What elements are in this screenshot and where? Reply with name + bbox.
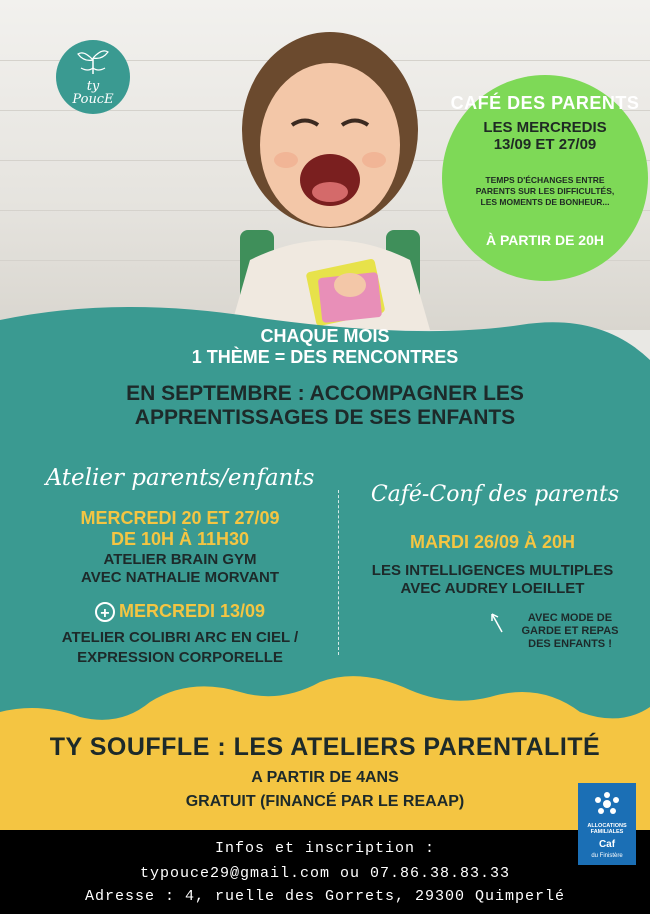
atelier-date-block — [30, 508, 330, 550]
atelier-heading: Atelier parents/enfants — [45, 465, 315, 491]
monthly-line2: 1 THÈME = DES RENCONTRES — [191, 347, 459, 367]
cafe-parents-body-line1: TEMPS D'ÉCHANGES ENTRE — [485, 175, 605, 185]
caf-line1: ALLOCATIONS — [587, 823, 627, 829]
conf-date: MARDI 26/09 À 20H — [409, 532, 576, 552]
atelier-desc1 — [30, 551, 330, 587]
cafe-parents-body-line2: PARENTS SUR LES DIFFICULTÉS, — [475, 186, 615, 196]
conf-note-line2: GARDE ET REPAS — [521, 625, 619, 637]
atelier-desc1-line2: AVEC NATHALIE MORVANT — [80, 569, 280, 586]
conf-note-line1: AVEC MODE DE — [527, 612, 613, 624]
conf-note-line3: DES ENFANTS ! — [528, 638, 612, 650]
cafe-parents-badge — [442, 75, 648, 281]
caf-region: du Finistère — [591, 853, 623, 859]
caf-emblem-icon — [592, 789, 622, 819]
yellow-band — [0, 672, 650, 852]
atelier-date1: MERCREDI 20 ET 27/09 — [80, 508, 280, 528]
cafe-parents-body-line3: LES MOMENTS DE BONHEUR... — [480, 197, 610, 207]
caf-logo — [578, 783, 636, 865]
cafe-parents-title: CAFÉ DES PARENTS — [450, 93, 640, 113]
caf-line2: FAMILIALES — [590, 829, 624, 835]
logo-line2: PoucE — [72, 92, 114, 107]
atelier-time1: DE 10H À 11H30 — [110, 529, 250, 549]
sprout-icon — [76, 48, 110, 74]
atelier-date2-row — [30, 600, 330, 622]
cafe-parents-dates-line2: 13/09 ET 27/09 — [493, 136, 597, 153]
monthly-line1: CHAQUE MOIS — [260, 326, 390, 346]
cafe-parents-dates-line1: LES MERCREDIS — [483, 119, 607, 136]
child-photo — [200, 20, 460, 330]
footer-address: Adresse : 4, ruelle des Gorrets, 29300 Quimperlé — [84, 888, 566, 905]
atelier-desc2-line2: EXPRESSION CORPORELLE — [77, 649, 283, 666]
arrow-icon — [488, 610, 504, 634]
age-subtitle: A PARTIR DE 4ANS — [251, 769, 399, 786]
conf-heading: Café-Conf des parents — [370, 482, 620, 507]
atelier-desc2-line1: ATELIER COLIBRI ARC EN CIEL / — [61, 629, 299, 646]
conf-note — [505, 612, 635, 651]
footer-info: Infos et inscription : — [214, 840, 436, 857]
atelier-desc2 — [30, 628, 330, 668]
footer — [0, 830, 650, 914]
theme-line1: EN SEPTEMBRE : ACCOMPAGNER LES — [126, 382, 524, 405]
footer-contact: typouce29@gmail.com ou 07.86.38.83.33 — [139, 865, 511, 882]
conf-desc — [340, 562, 645, 598]
plus-icon: + — [95, 602, 115, 622]
monthly-headline — [0, 326, 650, 368]
atelier-date2: MERCREDI 13/09 — [118, 601, 266, 621]
caf-name: Caf — [598, 839, 616, 850]
conf-desc-line1: LES INTELLIGENCES MULTIPLES — [371, 562, 614, 579]
ty-pouce-logo — [56, 40, 130, 114]
cafe-parents-time: À PARTIR DE 20H — [486, 232, 604, 248]
logo-line1: ty — [86, 79, 100, 94]
theme-line2: APPRENTISSAGES DE SES ENFANTS — [134, 406, 516, 429]
conf-desc-line2: AVEC AUDREY LOEILLET — [400, 580, 585, 597]
theme-headline — [0, 382, 650, 430]
main-title: TY SOUFFLE : LES ATELIERS PARENTALITÉ — [49, 733, 601, 761]
atelier-desc1-line1: ATELIER BRAIN GYM — [103, 551, 257, 568]
free-subtitle: GRATUIT (FINANCÉ PAR LE REAAP) — [185, 793, 465, 810]
